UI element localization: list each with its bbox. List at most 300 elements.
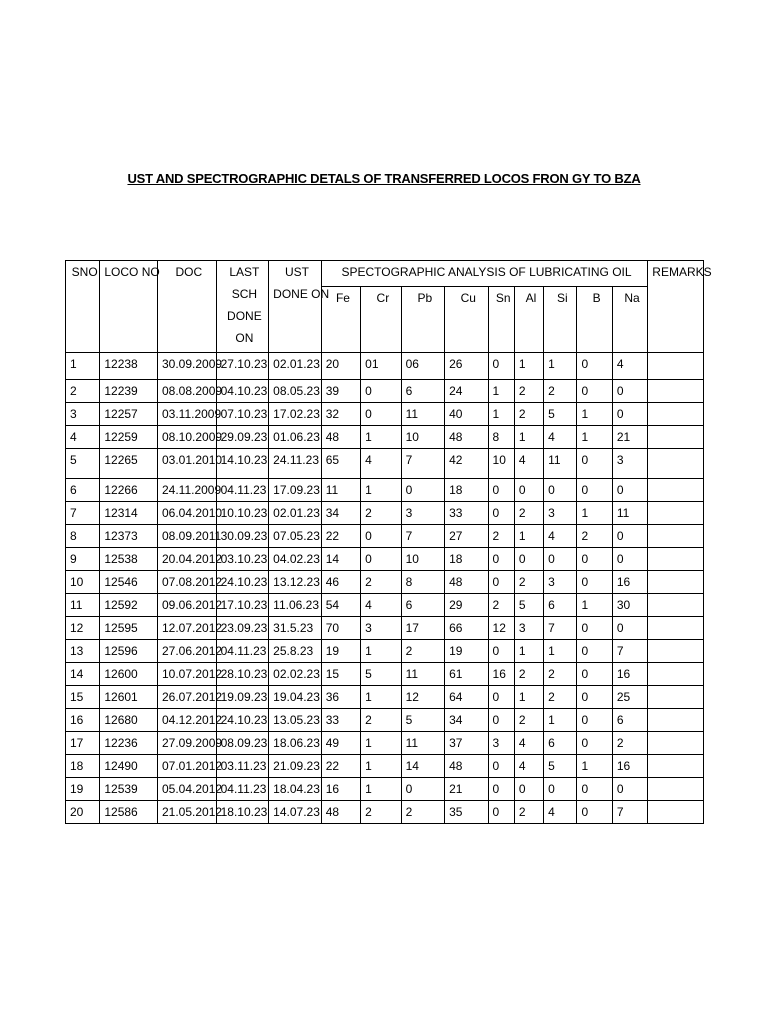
cell-sn: 0: [488, 778, 514, 801]
cell-na: 7: [612, 801, 647, 824]
cell-ust-done-on: 18.04.23: [269, 778, 322, 801]
cell-last-sch-done-on: 27.10.23: [216, 353, 269, 380]
cell-na: 11: [612, 502, 647, 525]
cell-fe: 19: [321, 640, 360, 663]
cell-cu: 19: [445, 640, 488, 663]
cell-remarks: [648, 426, 704, 449]
cell-al: 2: [514, 380, 543, 403]
cell-si: 6: [544, 732, 577, 755]
cell-ust-done-on: 19.04.23: [269, 686, 322, 709]
cell-ust-done-on: 24.11.23: [269, 449, 322, 479]
cell-doc: 09.06.2012: [157, 594, 216, 617]
cell-sn: 1: [488, 380, 514, 403]
cell-cr: 1: [361, 755, 401, 778]
cell-sn: 0: [488, 479, 514, 502]
cell-na: 0: [612, 548, 647, 571]
cell-na: 7: [612, 640, 647, 663]
cell-pb: 11: [401, 663, 444, 686]
cell-last-sch-done-on: 08.09.23: [216, 732, 269, 755]
cell-remarks: [648, 502, 704, 525]
cell-al: 0: [514, 548, 543, 571]
cell-si: 0: [544, 479, 577, 502]
header-element-pb: Pb: [401, 287, 444, 353]
cell-loco-no: 12490: [100, 755, 158, 778]
cell-cr: 2: [361, 571, 401, 594]
cell-b: 0: [577, 732, 612, 755]
cell-pb: 0: [401, 479, 444, 502]
cell-si: 0: [544, 548, 577, 571]
cell-fe: 70: [321, 617, 360, 640]
cell-loco-no: 12236: [100, 732, 158, 755]
header-ust-line-2: DONE ON: [273, 287, 330, 301]
table-row: [66, 617, 704, 640]
cell-sn: 16: [488, 663, 514, 686]
cell-last-sch-done-on: 03.10.23: [216, 548, 269, 571]
cell-remarks: [648, 778, 704, 801]
cell-b: 0: [577, 640, 612, 663]
cell-sn: 0: [488, 686, 514, 709]
cell-sno: 15: [66, 686, 100, 709]
cell-sn: 0: [488, 571, 514, 594]
cell-cu: 34: [445, 709, 488, 732]
cell-fe: 39: [321, 380, 360, 403]
cell-cr: 3: [361, 617, 401, 640]
cell-last-sch-done-on: 24.10.23: [216, 571, 269, 594]
cell-last-sch-done-on: 14.10.23: [216, 449, 269, 479]
cell-loco-no: 12238: [100, 353, 158, 380]
cell-fe: 33: [321, 709, 360, 732]
cell-si: 1: [544, 640, 577, 663]
cell-ust-done-on: 02.01.23: [269, 353, 322, 380]
table-row: [66, 709, 704, 732]
cell-si: 1: [544, 709, 577, 732]
cell-loco-no: 12239: [100, 380, 158, 403]
cell-remarks: [648, 801, 704, 824]
header-doc: DOC: [157, 261, 216, 353]
cell-remarks: [648, 548, 704, 571]
document-title: UST AND SPECTROGRAPHIC DETALS OF TRANSFERRED LOCOS FRON GY TO BZA: [127, 171, 641, 186]
cell-cu: 29: [445, 594, 488, 617]
cell-sno: 3: [66, 403, 100, 426]
cell-remarks: [648, 380, 704, 403]
cell-doc: 27.06.2012: [157, 640, 216, 663]
cell-sno: 13: [66, 640, 100, 663]
cell-cu: 33: [445, 502, 488, 525]
table-body: [66, 353, 704, 824]
table-row: [66, 594, 704, 617]
cell-na: 0: [612, 617, 647, 640]
cell-sn: 0: [488, 353, 514, 380]
cell-pb: 6: [401, 380, 444, 403]
header-sno: SNO: [66, 261, 100, 353]
header-spectographic-analysis: SPECTOGRAPHIC ANALYSIS OF LUBRICATING OIL: [321, 261, 648, 287]
cell-sno: 2: [66, 380, 100, 403]
cell-remarks: [648, 594, 704, 617]
cell-doc: 03.11.2009: [157, 403, 216, 426]
table-row: [66, 640, 704, 663]
cell-al: 4: [514, 449, 543, 479]
cell-b: 0: [577, 548, 612, 571]
cell-na: 0: [612, 778, 647, 801]
cell-loco-no: 12596: [100, 640, 158, 663]
cell-al: 2: [514, 663, 543, 686]
cell-doc: 27.09.2009: [157, 732, 216, 755]
cell-b: 0: [577, 617, 612, 640]
cell-sno: 12: [66, 617, 100, 640]
cell-remarks: [648, 709, 704, 732]
cell-sn: 0: [488, 709, 514, 732]
cell-cr: 4: [361, 449, 401, 479]
cell-si: 5: [544, 403, 577, 426]
header-element-cu: Cu: [445, 287, 488, 353]
cell-al: 1: [514, 525, 543, 548]
cell-remarks: [648, 525, 704, 548]
cell-last-sch-done-on: 03.11.23: [216, 755, 269, 778]
cell-doc: 10.07.2012: [157, 663, 216, 686]
cell-na: 0: [612, 479, 647, 502]
cell-al: 1: [514, 426, 543, 449]
cell-loco-no: 12546: [100, 571, 158, 594]
cell-remarks: [648, 617, 704, 640]
header-element-fe: Fe: [321, 287, 360, 353]
cell-sno: 8: [66, 525, 100, 548]
cell-al: 0: [514, 778, 543, 801]
cell-na: 16: [612, 663, 647, 686]
cell-b: 0: [577, 353, 612, 380]
cell-al: 3: [514, 617, 543, 640]
cell-sno: 11: [66, 594, 100, 617]
cell-al: 2: [514, 709, 543, 732]
header-loco-no: LOCO NO: [100, 261, 158, 353]
cell-na: 6: [612, 709, 647, 732]
table-row: [66, 571, 704, 594]
cell-last-sch-done-on: 04.10.23: [216, 380, 269, 403]
cell-cr: 01: [361, 353, 401, 380]
cell-loco-no: 12539: [100, 778, 158, 801]
cell-last-sch-done-on: 10.10.23: [216, 502, 269, 525]
cell-fe: 11: [321, 479, 360, 502]
cell-sno: 14: [66, 663, 100, 686]
cell-doc: 21.05.2012: [157, 801, 216, 824]
cell-sno: 5: [66, 449, 100, 479]
cell-si: 6: [544, 594, 577, 617]
table-row: [66, 778, 704, 801]
cell-pb: 17: [401, 617, 444, 640]
table-row: [66, 663, 704, 686]
cell-fe: 49: [321, 732, 360, 755]
cell-si: 4: [544, 801, 577, 824]
cell-ust-done-on: 31.5.23: [269, 617, 322, 640]
cell-cr: 0: [361, 525, 401, 548]
cell-last-sch-done-on: 17.10.23: [216, 594, 269, 617]
cell-al: 2: [514, 801, 543, 824]
cell-remarks: [648, 571, 704, 594]
cell-cu: 24: [445, 380, 488, 403]
cell-ust-done-on: 08.05.23: [269, 380, 322, 403]
table-row: [66, 426, 704, 449]
cell-al: 1: [514, 686, 543, 709]
cell-doc: 30.09.2009: [157, 353, 216, 380]
cell-ust-done-on: 13.05.23: [269, 709, 322, 732]
cell-doc: 08.09.2011: [157, 525, 216, 548]
header-last-sch-line-1: LAST: [229, 265, 260, 279]
cell-fe: 36: [321, 686, 360, 709]
cell-b: 1: [577, 426, 612, 449]
cell-na: 16: [612, 755, 647, 778]
cell-remarks: [648, 479, 704, 502]
cell-pb: 10: [401, 548, 444, 571]
cell-cu: 48: [445, 426, 488, 449]
cell-fe: 46: [321, 571, 360, 594]
cell-cu: 18: [445, 479, 488, 502]
cell-pb: 06: [401, 353, 444, 380]
cell-pb: 10: [401, 426, 444, 449]
cell-remarks: [648, 732, 704, 755]
cell-fe: 20: [321, 353, 360, 380]
cell-sn: 2: [488, 594, 514, 617]
cell-b: 0: [577, 709, 612, 732]
cell-al: 5: [514, 594, 543, 617]
cell-ust-done-on: 02.01.23: [269, 502, 322, 525]
cell-sn: 8: [488, 426, 514, 449]
cell-ust-done-on: 17.09.23: [269, 479, 322, 502]
cell-doc: 07.01.2012: [157, 755, 216, 778]
cell-b: 0: [577, 801, 612, 824]
table-row: [66, 686, 704, 709]
cell-sno: 17: [66, 732, 100, 755]
cell-fe: 14: [321, 548, 360, 571]
cell-sno: 9: [66, 548, 100, 571]
header-last-sch-done-on: [216, 261, 269, 353]
cell-b: 0: [577, 380, 612, 403]
cell-b: 1: [577, 502, 612, 525]
cell-remarks: [648, 353, 704, 380]
cell-si: 4: [544, 525, 577, 548]
cell-ust-done-on: 02.02.23: [269, 663, 322, 686]
cell-na: 21: [612, 426, 647, 449]
cell-b: 0: [577, 479, 612, 502]
cell-cr: 0: [361, 548, 401, 571]
cell-cr: 1: [361, 479, 401, 502]
cell-sno: 6: [66, 479, 100, 502]
cell-si: 11: [544, 449, 577, 479]
cell-remarks: [648, 449, 704, 479]
cell-cu: 26: [445, 353, 488, 380]
cell-ust-done-on: 07.05.23: [269, 525, 322, 548]
cell-sno: 7: [66, 502, 100, 525]
cell-si: 0: [544, 778, 577, 801]
cell-remarks: [648, 640, 704, 663]
cell-ust-done-on: 17.02.23: [269, 403, 322, 426]
cell-loco-no: 12257: [100, 403, 158, 426]
cell-al: 0: [514, 479, 543, 502]
cell-na: 2: [612, 732, 647, 755]
cell-si: 3: [544, 502, 577, 525]
cell-b: 2: [577, 525, 612, 548]
cell-na: 16: [612, 571, 647, 594]
cell-loco-no: 12680: [100, 709, 158, 732]
table-row: [66, 548, 704, 571]
cell-b: 0: [577, 778, 612, 801]
cell-last-sch-done-on: 23.09.23: [216, 617, 269, 640]
cell-cu: 35: [445, 801, 488, 824]
cell-cr: 5: [361, 663, 401, 686]
header-last-sch-line-2: SCH: [231, 287, 258, 301]
table-row: [66, 403, 704, 426]
cell-loco-no: 12595: [100, 617, 158, 640]
cell-fe: 32: [321, 403, 360, 426]
cell-al: 2: [514, 403, 543, 426]
header-element-b: B: [577, 287, 612, 353]
cell-cu: 27: [445, 525, 488, 548]
cell-cu: 37: [445, 732, 488, 755]
header-ust-line-1: UST: [284, 265, 309, 279]
cell-pb: 3: [401, 502, 444, 525]
cell-remarks: [648, 663, 704, 686]
cell-sno: 1: [66, 353, 100, 380]
cell-last-sch-done-on: 04.11.23: [216, 778, 269, 801]
cell-loco-no: 12538: [100, 548, 158, 571]
cell-ust-done-on: 01.06.23: [269, 426, 322, 449]
cell-b: 0: [577, 686, 612, 709]
cell-al: 1: [514, 353, 543, 380]
table-row: [66, 732, 704, 755]
cell-loco-no: 12314: [100, 502, 158, 525]
cell-cu: 40: [445, 403, 488, 426]
cell-si: 1: [544, 353, 577, 380]
cell-fe: 15: [321, 663, 360, 686]
cell-fe: 48: [321, 801, 360, 824]
cell-b: 1: [577, 755, 612, 778]
header-element-cr: Cr: [361, 287, 401, 353]
cell-pb: 11: [401, 403, 444, 426]
cell-fe: 22: [321, 525, 360, 548]
cell-ust-done-on: 11.06.23: [269, 594, 322, 617]
cell-last-sch-done-on: 18.10.23: [216, 801, 269, 824]
header-ust-done-on: [269, 261, 330, 353]
cell-doc: 05.04.2012: [157, 778, 216, 801]
cell-doc: 08.10.2009: [157, 426, 216, 449]
cell-last-sch-done-on: 30.09.23: [216, 525, 269, 548]
cell-si: 2: [544, 663, 577, 686]
cell-sn: 1: [488, 403, 514, 426]
cell-cr: 2: [361, 502, 401, 525]
cell-doc: 12.07.2012: [157, 617, 216, 640]
cell-al: 4: [514, 755, 543, 778]
cell-last-sch-done-on: 28.10.23: [216, 663, 269, 686]
cell-si: 7: [544, 617, 577, 640]
cell-cr: 2: [361, 709, 401, 732]
cell-pb: 14: [401, 755, 444, 778]
cell-last-sch-done-on: 29.09.23: [216, 426, 269, 449]
cell-na: 30: [612, 594, 647, 617]
cell-doc: 04.12.2012: [157, 709, 216, 732]
cell-fe: 34: [321, 502, 360, 525]
cell-sn: 0: [488, 801, 514, 824]
cell-si: 2: [544, 686, 577, 709]
cell-cu: 61: [445, 663, 488, 686]
header-element-sn: Sn: [488, 287, 514, 353]
cell-cr: 1: [361, 732, 401, 755]
cell-sno: 18: [66, 755, 100, 778]
cell-doc: 26.07.2012: [157, 686, 216, 709]
cell-doc: 07.08.2012: [157, 571, 216, 594]
cell-si: 5: [544, 755, 577, 778]
cell-ust-done-on: 18.06.23: [269, 732, 322, 755]
cell-al: 4: [514, 732, 543, 755]
cell-ust-done-on: 25.8.23: [269, 640, 322, 663]
table-row: [66, 353, 704, 380]
table-row: [66, 502, 704, 525]
cell-na: 4: [612, 353, 647, 380]
cell-fe: 22: [321, 755, 360, 778]
table-row: [66, 449, 704, 479]
table-row: [66, 525, 704, 548]
cell-pb: 2: [401, 640, 444, 663]
cell-sn: 10: [488, 449, 514, 479]
cell-sno: 10: [66, 571, 100, 594]
cell-pb: 8: [401, 571, 444, 594]
cell-last-sch-done-on: 04.11.23: [216, 479, 269, 502]
cell-loco-no: 12373: [100, 525, 158, 548]
cell-loco-no: 12586: [100, 801, 158, 824]
cell-cr: 4: [361, 594, 401, 617]
cell-remarks: [648, 686, 704, 709]
cell-sno: 20: [66, 801, 100, 824]
cell-na: 0: [612, 380, 647, 403]
cell-pb: 2: [401, 801, 444, 824]
cell-sno: 19: [66, 778, 100, 801]
cell-cr: 1: [361, 426, 401, 449]
cell-last-sch-done-on: 24.10.23: [216, 709, 269, 732]
cell-pb: 5: [401, 709, 444, 732]
cell-pb: 7: [401, 449, 444, 479]
cell-cu: 42: [445, 449, 488, 479]
table-row: [66, 380, 704, 403]
cell-na: 0: [612, 525, 647, 548]
cell-sn: 2: [488, 525, 514, 548]
header-element-na: Na: [612, 287, 647, 353]
cell-cu: 66: [445, 617, 488, 640]
cell-ust-done-on: 21.09.23: [269, 755, 322, 778]
cell-remarks: [648, 755, 704, 778]
cell-pb: 7: [401, 525, 444, 548]
cell-cu: 64: [445, 686, 488, 709]
cell-sno: 4: [66, 426, 100, 449]
table-row: [66, 801, 704, 824]
cell-pb: 12: [401, 686, 444, 709]
cell-loco-no: 12265: [100, 449, 158, 479]
cell-pb: 11: [401, 732, 444, 755]
cell-al: 1: [514, 640, 543, 663]
cell-cu: 48: [445, 755, 488, 778]
cell-cr: 1: [361, 778, 401, 801]
cell-loco-no: 12266: [100, 479, 158, 502]
cell-remarks: [648, 403, 704, 426]
header-last-sch-line-4: ON: [235, 331, 254, 345]
cell-si: 2: [544, 380, 577, 403]
cell-fe: 16: [321, 778, 360, 801]
table-row: [66, 755, 704, 778]
cell-b: 1: [577, 403, 612, 426]
cell-b: 0: [577, 449, 612, 479]
cell-cr: 0: [361, 380, 401, 403]
header-remarks: REMARKS: [648, 261, 704, 353]
cell-al: 2: [514, 571, 543, 594]
cell-cr: 0: [361, 403, 401, 426]
cell-cr: 1: [361, 686, 401, 709]
cell-doc: 20.04.2012: [157, 548, 216, 571]
